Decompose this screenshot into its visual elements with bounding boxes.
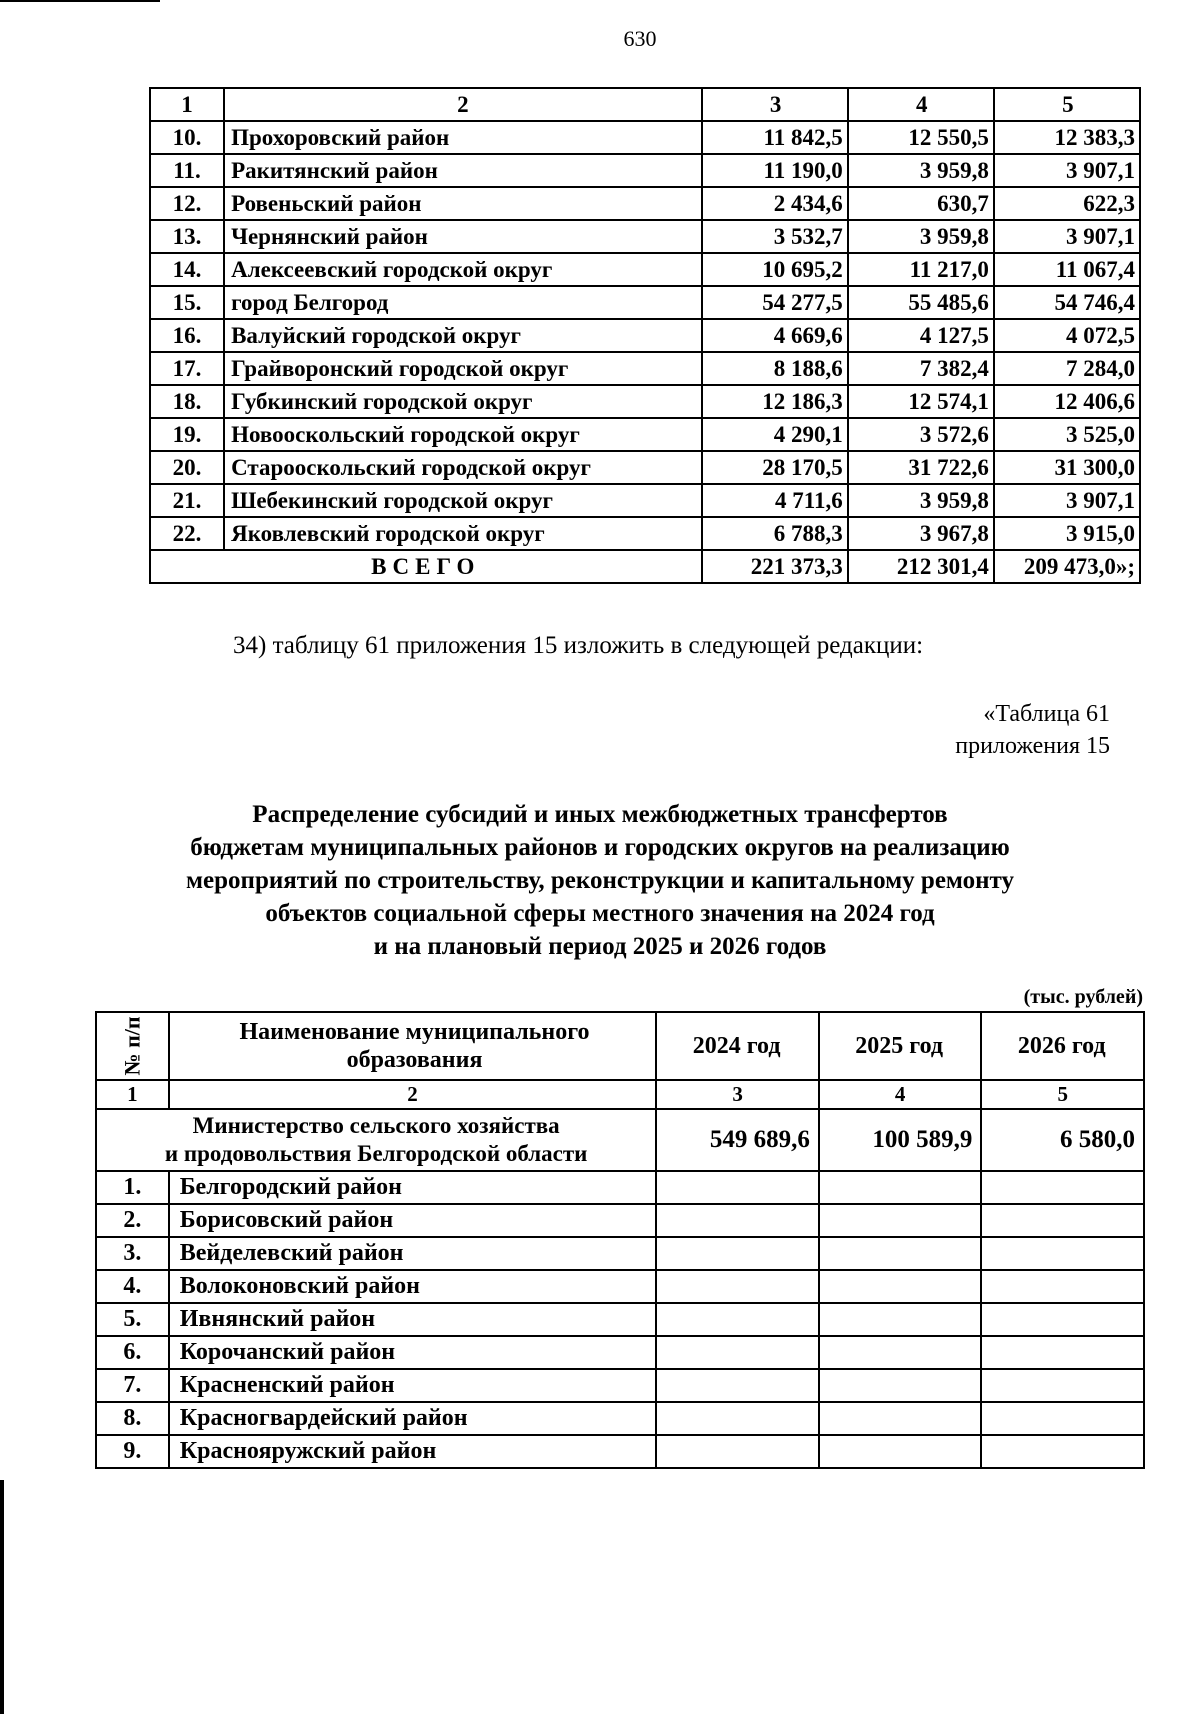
ministry-name xyxy=(96,1109,656,1171)
title-line: Распределение субсидий и иных межбюджетных трансфертов xyxy=(252,801,948,828)
value-cell: 3 525,0 xyxy=(994,418,1140,451)
row-number: 10. xyxy=(150,121,224,154)
header-year-2026: 2026 год xyxy=(981,1012,1144,1080)
row-number: 21. xyxy=(150,484,224,517)
row-number: 1. xyxy=(96,1171,169,1204)
header-number-label: № п/п xyxy=(119,1016,145,1076)
value-cell: 4 711,6 xyxy=(702,484,848,517)
value-cell xyxy=(981,1336,1144,1369)
value-cell: 3 959,8 xyxy=(848,154,994,187)
value-cell xyxy=(656,1303,819,1336)
municipality-name: Красненский район xyxy=(169,1369,657,1402)
municipality-name: Волоконовский район xyxy=(169,1270,657,1303)
value-cell xyxy=(656,1336,819,1369)
header-name-line: образования xyxy=(346,1047,483,1073)
column-number: 2 xyxy=(169,1080,657,1109)
title-line: бюджетам муниципальных районов и городских округов на реализацию xyxy=(190,834,1010,861)
ministry-value-2024: 549 689,6 xyxy=(656,1109,819,1171)
value-cell xyxy=(819,1171,982,1204)
row-number: 16. xyxy=(150,319,224,352)
title-line: мероприятий по строительству, реконструкции и капитальному ремонту xyxy=(186,867,1014,894)
header-cell: 5 xyxy=(994,88,1140,121)
ministry-name-line: и продовольствия Белгородской области xyxy=(164,1141,588,1166)
ministry-row xyxy=(96,1109,1144,1171)
municipality-name: Ракитянский район xyxy=(224,154,702,187)
header-name-cell xyxy=(169,1012,657,1080)
row-number: 2. xyxy=(96,1204,169,1237)
scan-left-edge-line xyxy=(0,1480,4,1714)
total-label: ВСЕГО xyxy=(150,550,702,583)
subsidy-distribution-table xyxy=(95,1011,1145,1469)
table-row xyxy=(150,286,1140,319)
value-cell: 7 382,4 xyxy=(848,352,994,385)
municipality-name: Краснояружский район xyxy=(169,1435,657,1468)
table-row xyxy=(96,1270,1144,1303)
table-row xyxy=(150,418,1140,451)
row-number: 15. xyxy=(150,286,224,319)
table-row xyxy=(96,1171,1144,1204)
value-cell: 8 188,6 xyxy=(702,352,848,385)
value-cell: 6 788,3 xyxy=(702,517,848,550)
value-cell xyxy=(656,1270,819,1303)
value-cell: 11 190,0 xyxy=(702,154,848,187)
value-cell: 630,7 xyxy=(848,187,994,220)
row-number: 18. xyxy=(150,385,224,418)
row-number: 11. xyxy=(150,154,224,187)
value-cell: 3 907,1 xyxy=(994,220,1140,253)
table-row xyxy=(96,1237,1144,1270)
value-cell: 3 532,7 xyxy=(702,220,848,253)
column-number: 5 xyxy=(981,1080,1144,1109)
municipality-name: Алексеевский городской округ xyxy=(224,253,702,286)
municipality-name: Шебекинский городской округ xyxy=(224,484,702,517)
row-number: 3. xyxy=(96,1237,169,1270)
units-label: (тыс. рублей) xyxy=(1023,986,1143,1008)
column-number-row xyxy=(96,1080,1144,1109)
table-row xyxy=(96,1336,1144,1369)
municipality-name: Красногвардейский район xyxy=(169,1402,657,1435)
row-number: 13. xyxy=(150,220,224,253)
value-cell: 4 290,1 xyxy=(702,418,848,451)
value-cell: 3 907,1 xyxy=(994,154,1140,187)
table-row xyxy=(150,319,1140,352)
value-cell xyxy=(981,1171,1144,1204)
table-row xyxy=(96,1204,1144,1237)
value-cell: 3 959,8 xyxy=(848,220,994,253)
table-title xyxy=(150,798,1050,963)
header-cell: 3 xyxy=(702,88,848,121)
table-reference xyxy=(870,698,1110,762)
value-cell: 622,3 xyxy=(994,187,1140,220)
table-header-row xyxy=(150,88,1140,121)
value-cell: 10 695,2 xyxy=(702,253,848,286)
table-row xyxy=(150,451,1140,484)
value-cell xyxy=(981,1270,1144,1303)
header-cell: 4 xyxy=(848,88,994,121)
value-cell xyxy=(819,1435,982,1468)
municipality-name: Вейделевский район xyxy=(169,1237,657,1270)
total-value: 209 473,0»; xyxy=(994,550,1140,583)
municipality-name: Старооскольский городской округ xyxy=(224,451,702,484)
value-cell: 12 383,3 xyxy=(994,121,1140,154)
municipality-name: Губкинский городской округ xyxy=(224,385,702,418)
row-number: 12. xyxy=(150,187,224,220)
title-line: объектов социальной сферы местного значения на 2024 год xyxy=(265,900,935,927)
value-cell: 31 300,0 xyxy=(994,451,1140,484)
table-row xyxy=(150,253,1140,286)
table-row xyxy=(150,121,1140,154)
municipality-name: город Белгород xyxy=(224,286,702,319)
total-row xyxy=(150,550,1140,583)
header-year-2025: 2025 год xyxy=(819,1012,982,1080)
value-cell: 55 485,6 xyxy=(848,286,994,319)
value-cell xyxy=(819,1369,982,1402)
value-cell: 12 406,6 xyxy=(994,385,1140,418)
total-value: 212 301,4 xyxy=(848,550,994,583)
row-number: 14. xyxy=(150,253,224,286)
ministry-value-2025: 100 589,9 xyxy=(819,1109,982,1171)
value-cell: 11 067,4 xyxy=(994,253,1140,286)
table-row xyxy=(150,187,1140,220)
municipality-name: Ровеньский район xyxy=(224,187,702,220)
value-cell xyxy=(981,1435,1144,1468)
header-cell: 1 xyxy=(150,88,224,121)
value-cell: 12 574,1 xyxy=(848,385,994,418)
table-row xyxy=(150,517,1140,550)
value-cell xyxy=(819,1270,982,1303)
value-cell: 11 217,0 xyxy=(848,253,994,286)
row-number: 9. xyxy=(96,1435,169,1468)
value-cell: 4 669,6 xyxy=(702,319,848,352)
value-cell xyxy=(656,1171,819,1204)
row-number: 22. xyxy=(150,517,224,550)
value-cell: 3 967,8 xyxy=(848,517,994,550)
value-cell xyxy=(981,1204,1144,1237)
row-number: 6. xyxy=(96,1336,169,1369)
value-cell xyxy=(981,1402,1144,1435)
row-number: 19. xyxy=(150,418,224,451)
amendment-instruction: 34) таблицу 61 приложения 15 изложить в следующей редакции: xyxy=(233,632,924,659)
ministry-value-2026: 6 580,0 xyxy=(981,1109,1144,1171)
row-number: 8. xyxy=(96,1402,169,1435)
value-cell: 54 277,5 xyxy=(702,286,848,319)
header-year-2024: 2024 год xyxy=(656,1012,819,1080)
table-row xyxy=(96,1369,1144,1402)
value-cell: 4 127,5 xyxy=(848,319,994,352)
municipality-name: Прохоровский район xyxy=(224,121,702,154)
value-cell: 54 746,4 xyxy=(994,286,1140,319)
table-reference-line: «Таблица 61 xyxy=(983,701,1110,727)
column-number: 4 xyxy=(819,1080,982,1109)
column-number: 1 xyxy=(96,1080,169,1109)
value-cell xyxy=(656,1237,819,1270)
value-cell: 3 915,0 xyxy=(994,517,1140,550)
row-number: 20. xyxy=(150,451,224,484)
scan-top-edge-line xyxy=(0,0,160,2)
header-number-cell xyxy=(96,1012,169,1080)
municipality-name: Борисовский район xyxy=(169,1204,657,1237)
value-cell: 12 550,5 xyxy=(848,121,994,154)
distribution-table-continuation xyxy=(149,87,1141,584)
table-row xyxy=(96,1303,1144,1336)
municipality-name: Корочанский район xyxy=(169,1336,657,1369)
table-row xyxy=(150,154,1140,187)
municipality-name: Белгородский район xyxy=(169,1171,657,1204)
table-row xyxy=(96,1435,1144,1468)
value-cell xyxy=(656,1204,819,1237)
row-number: 17. xyxy=(150,352,224,385)
row-number: 5. xyxy=(96,1303,169,1336)
value-cell xyxy=(819,1204,982,1237)
municipality-name: Новооскольский городской округ xyxy=(224,418,702,451)
municipality-name: Грайворонский городской округ xyxy=(224,352,702,385)
value-cell xyxy=(819,1402,982,1435)
value-cell xyxy=(981,1237,1144,1270)
table-header-row xyxy=(96,1012,1144,1080)
value-cell xyxy=(819,1237,982,1270)
value-cell: 12 186,3 xyxy=(702,385,848,418)
ministry-name-line: Министерство сельского хозяйства xyxy=(192,1113,560,1138)
value-cell xyxy=(656,1369,819,1402)
table-row xyxy=(150,220,1140,253)
value-cell xyxy=(819,1303,982,1336)
municipality-name: Чернянский район xyxy=(224,220,702,253)
table-row xyxy=(150,352,1140,385)
row-number: 7. xyxy=(96,1369,169,1402)
value-cell xyxy=(819,1336,982,1369)
row-number: 4. xyxy=(96,1270,169,1303)
value-cell: 4 072,5 xyxy=(994,319,1140,352)
page-number: 630 xyxy=(623,26,657,51)
value-cell: 2 434,6 xyxy=(702,187,848,220)
total-value: 221 373,3 xyxy=(702,550,848,583)
table-row xyxy=(96,1402,1144,1435)
value-cell xyxy=(981,1303,1144,1336)
municipality-name: Ивнянский район xyxy=(169,1303,657,1336)
municipality-name: Валуйский городской округ xyxy=(224,319,702,352)
value-cell xyxy=(656,1435,819,1468)
header-cell: 2 xyxy=(224,88,702,121)
header-name-line: Наименование муниципального xyxy=(239,1019,590,1045)
value-cell xyxy=(981,1369,1144,1402)
value-cell: 3 907,1 xyxy=(994,484,1140,517)
value-cell: 28 170,5 xyxy=(702,451,848,484)
value-cell: 3 572,6 xyxy=(848,418,994,451)
table-row xyxy=(150,484,1140,517)
municipality-name: Яковлевский городской округ xyxy=(224,517,702,550)
title-line: и на плановый период 2025 и 2026 годов xyxy=(373,933,827,960)
column-number: 3 xyxy=(656,1080,819,1109)
table-row xyxy=(150,385,1140,418)
value-cell: 31 722,6 xyxy=(848,451,994,484)
value-cell: 3 959,8 xyxy=(848,484,994,517)
value-cell xyxy=(656,1402,819,1435)
table-reference-line: приложения 15 xyxy=(955,733,1110,759)
value-cell: 11 842,5 xyxy=(702,121,848,154)
value-cell: 7 284,0 xyxy=(994,352,1140,385)
